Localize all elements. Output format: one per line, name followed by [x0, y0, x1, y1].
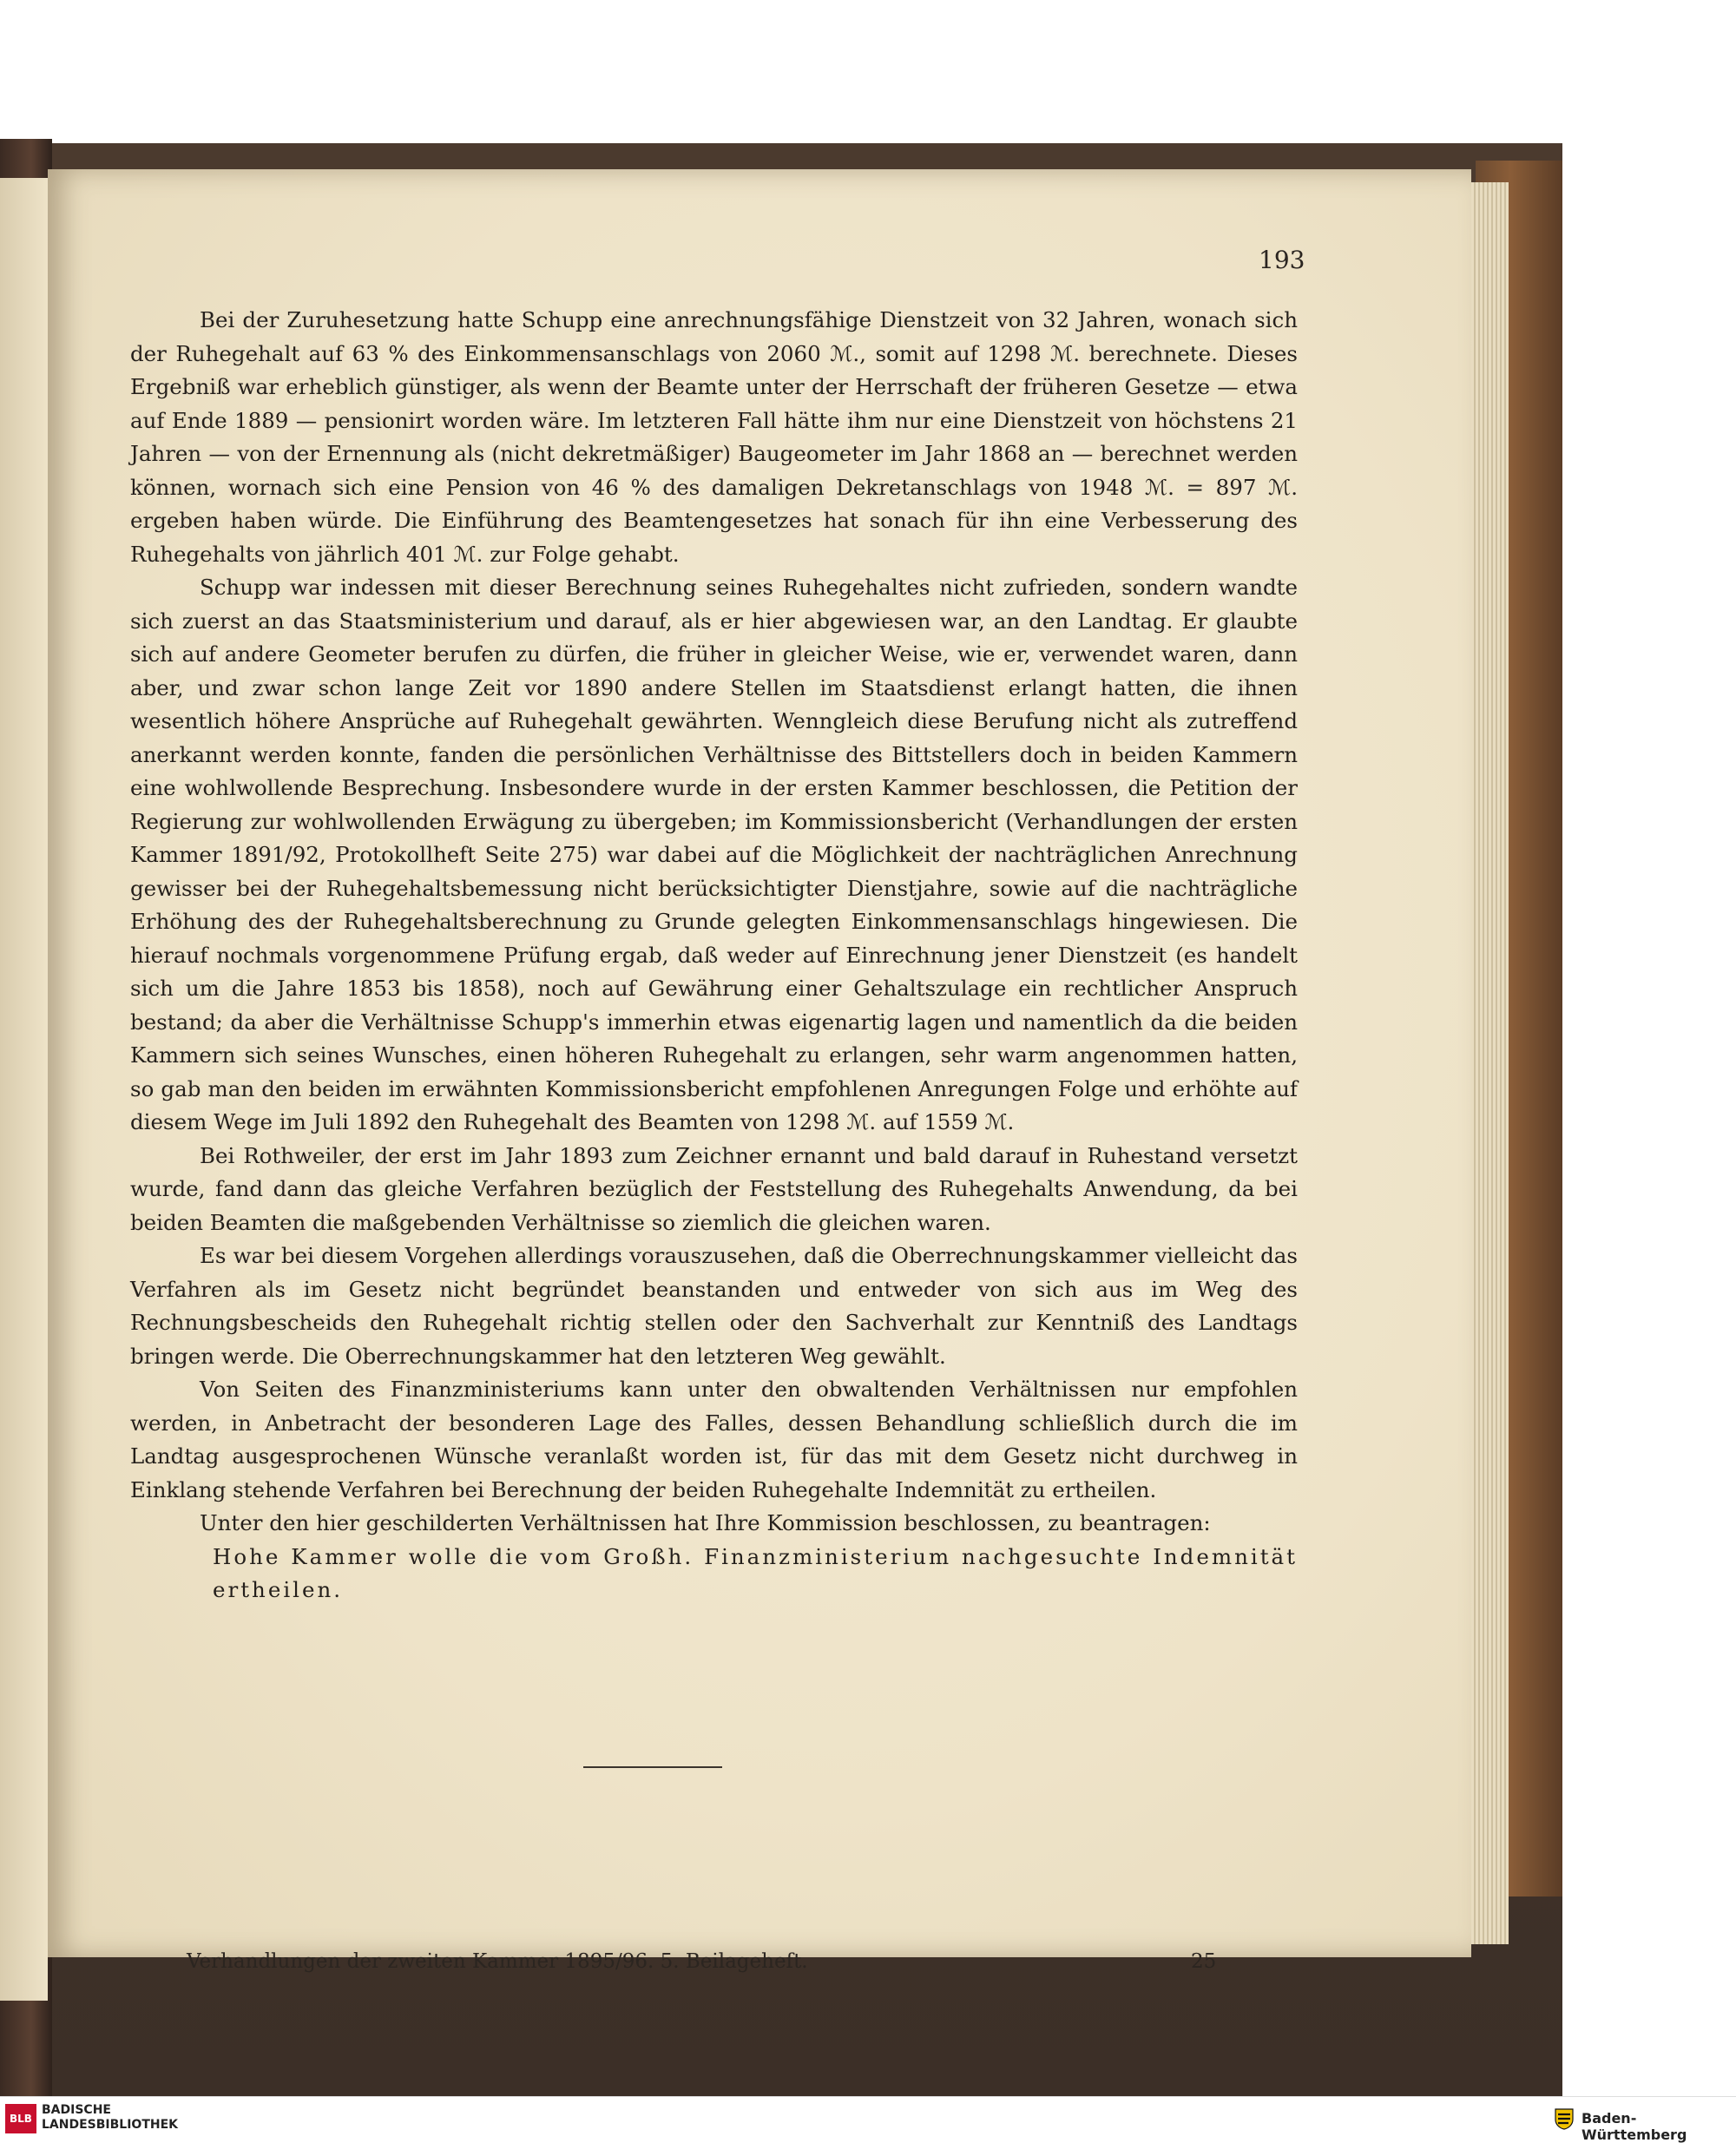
page-stack-edges	[1467, 182, 1509, 1944]
paragraph-3: Bei Rothweiler, der erst im Jahr 1893 zum Zeichner ernannt und bald darauf in Ruhestand versetzt wurde, fand dann das gleiche Verfahren bezüglich der Feststellung des Ruhegehalts Anwendung, da bei beiden Beamten die maßgebenden Verhältnisse so ziemlich die gleichen waren.	[130, 1142, 1298, 1235]
section-rule	[583, 1766, 722, 1768]
running-footer: Verhandlungen der zweiten Kammer 1895/96. 5. Beilageheft.	[187, 1950, 808, 1973]
paragraph-1: Bei der Zuruhesetzung hatte Schupp eine anrechnungsfähige Dienstzeit von 32 Jahren, wonach sich der Ruhegehalt auf 63 % des Einkommensanschlags von 2060 ℳ., somit auf 1298 ℳ. berechnete. Dieses Ergebniß war erheblich günstiger, als wenn der Beamte unter der Herrschaft der früheren Gesetze — etwa auf Ende 1889 — pensionirt worden wäre. Im letzteren Fall hätte ihm nur eine Dienstzeit von höchstens 21 Jahren — von der Ernennung als (nicht dekretmäßiger) Baugeometer im Jahr 1868 an — berechnet werden können, wornach sich eine Pension von 46 % des damaligen Dekretanschlags von 1948 ℳ. = 897 ℳ. ergeben haben würde. Die Einführung des Beamtengesetzes hat sonach für ihn eine Verbesserung des Ruhegehalts von jährlich 401 ℳ. zur Folge gehabt.	[130, 307, 1298, 567]
paragraph-4: Es war bei diesem Vorgehen allerdings vorauszusehen, daß die Oberrechnungskammer vielleicht das Verfahren als im Gesetz nicht begründet beanstanden und entweder von sich aus im Weg des Rechnungsbescheids den Ruhegehalt richtig stellen oder den Sachverhalt zur Kenntniß des Landtags bringen werde. Die Oberrechnungskammer hat den letzteren Weg gewählt.	[130, 1243, 1298, 1369]
baden-wuerttemberg-coat-of-arms-icon	[1554, 2107, 1575, 2130]
paragraph-5: Von Seiten des Finanzministeriums kann unter den obwaltenden Verhältnissen nur empfohlen werden, in Anbetracht der besonderen Lage des Falles, dessen Behandlung schließlich durch die im Landtag ausgesprochenen Wünsche veranlaßt worden ist, für das mit dem Gesetz nicht durchweg in Einklang stehende Verfahren bei Berechnung der beiden Ruhegehalte Indemnität zu ertheilen.	[130, 1377, 1298, 1502]
facing-page-edge	[0, 178, 48, 2001]
library-name	[42, 2103, 178, 2133]
state-name: Baden-Württemberg	[1581, 2110, 1687, 2143]
library-name-line-1: BADISCHE	[42, 2103, 111, 2117]
paragraph-6: Unter den hier geschilderten Verhältnissen hat Ihre Kommission beschlossen, zu beantragen:	[200, 1510, 1211, 1535]
page-number: 193	[1259, 246, 1305, 274]
blb-logo-icon[interactable]: BLB	[5, 2104, 36, 2133]
library-name-line-2: LANDESBIBLIOTHEK	[42, 2118, 179, 2132]
viewer-bottom-bar	[0, 2096, 1736, 2143]
body-text	[130, 304, 1298, 1607]
motion-text: Hohe Kammer wolle die vom Großh. Finanzministerium nachgesuchte Indemnität ertheilen.	[213, 1543, 1298, 1602]
paragraph-2: Schupp war indessen mit dieser Berechnung seines Ruhegehaltes nicht zufrieden, sondern wandte sich zuerst an das Staatsministerium und darauf, als er hier abgewiesen war, an den Landtag. Er glaubte sich auf andere Geometer berufen zu dürfen, die früher in gleicher Weise, wie er, verwendet waren, dann aber, und zwar schon lange Zeit vor 1890 andere Stellen im Staatsdienst erlangt hatten, die ihnen wesentlich höhere Ansprüche auf Ruhegehalt gewährten. Wenngleich diese Berufung nicht als zutreffend anerkannt werden konnte, fanden die persönlichen Verhältnisse des Bittstellers doch in beiden Kammern eine wohlwollende Besprechung. Insbesondere wurde in der ersten Kammer beschlossen, die Petition der Regierung zur wohlwollenden Erwägung zu übergeben; im Kommissionsbericht (Verhandlungen der ersten Kammer 1891/92, Protokollheft Seite 275) war dabei auf die Möglichkeit der nachträglichen Anrechnung gewisser bei der Ruhegehaltsbemessung nicht berücksichtigter Dienstjahre, sowie auf die nachträgliche Erhöhung des der Ruhegehaltsberechnung zu Grunde gelegten Einkommensanschlags hingewiesen. Die hierauf nochmals vorgenommene Prüfung ergab, daß weder auf Einrechnung jener Dienstzeit (es handelt sich um die Jahre 1853 bis 1858), noch auf Gewährung einer Gehaltszulage ein rechtlicher Anspruch bestand; da aber die Verhältnisse Schupp's immerhin etwas eigenartig lagen und namentlich da die beiden Kammern sich seines Wunsches, einen höheren Ruhegehalt zu erlangen, sehr warm angenommen hatten, so gab man den beiden im erwähnten Kommissionsbericht empfohlenen Anregungen Folge und erhöhte auf diesem Wege im Juli 1892 den Ruhegehalt des Beamten von 1298 ℳ. auf 1559 ℳ.	[130, 575, 1298, 1134]
signature-number: 25	[1191, 1950, 1217, 1973]
